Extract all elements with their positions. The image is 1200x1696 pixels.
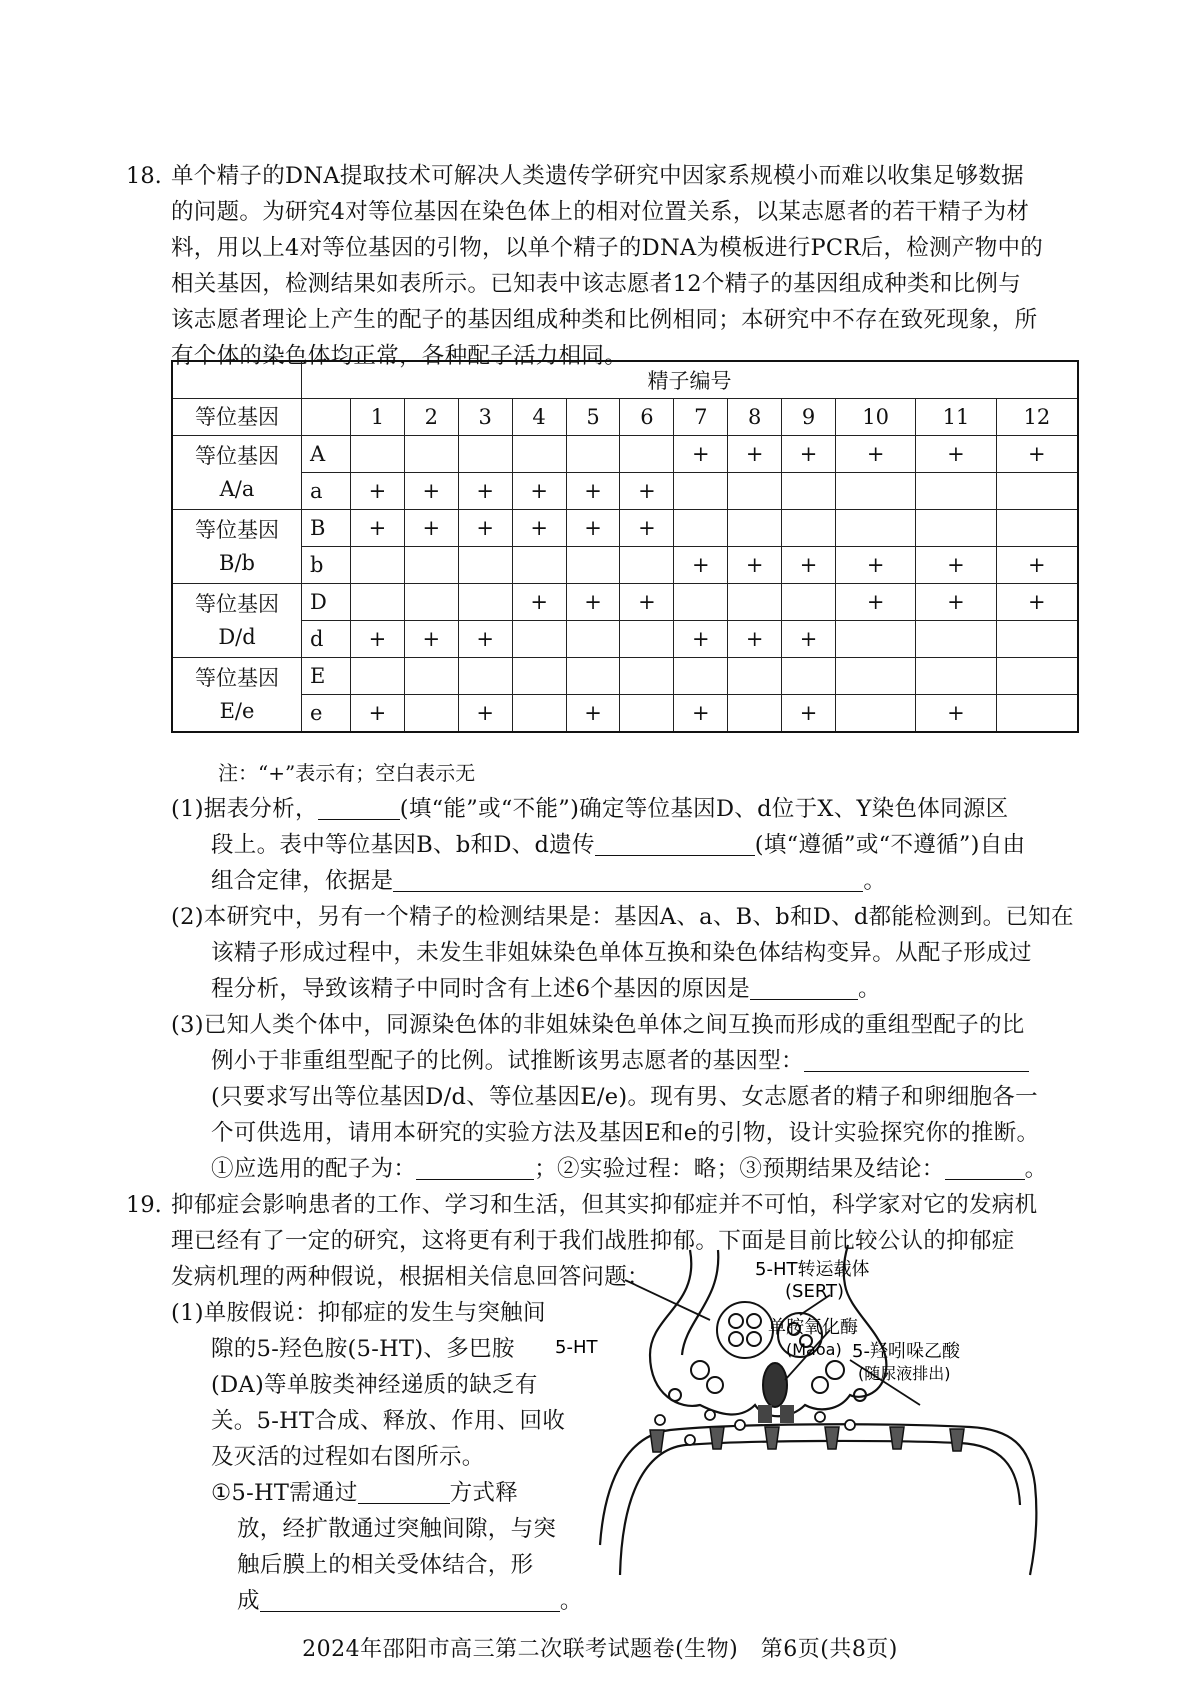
q19-intro-line: 理已经有了一定的研究，这将更有利于我们战胜抑郁。下面是目前比较公认的抑郁症 [171, 1228, 1015, 1254]
detection-cell: + [458, 621, 512, 658]
detection-cell [836, 658, 916, 695]
detection-cell [782, 510, 836, 547]
column-header: 2 [404, 399, 458, 436]
detection-cell: + [916, 547, 996, 584]
answer-blank[interactable] [393, 865, 863, 892]
detection-cell [620, 658, 674, 695]
q18-p1-text: (填“能”或“不能”)确定等位基因D、d位于X、Y染色体同源区 [399, 796, 1009, 822]
detection-cell [512, 436, 566, 473]
detection-cell [351, 547, 405, 584]
answer-blank[interactable] [595, 829, 755, 856]
detection-cell [404, 658, 458, 695]
detection-cell [728, 695, 782, 733]
detection-cell [728, 658, 782, 695]
detection-cell [728, 473, 782, 510]
q18-p1-text: (填“遵循”或“不遵循”)自由 [754, 832, 1026, 858]
detection-cell: + [458, 695, 512, 733]
product-note-label: (随尿液排出) [858, 1364, 951, 1383]
answer-blank[interactable] [260, 1585, 560, 1612]
detection-cell [782, 658, 836, 695]
detection-cell [566, 658, 620, 695]
detection-cell: + [351, 695, 405, 733]
q19-sub1-text: 。 [559, 1588, 583, 1614]
detection-cell: + [566, 473, 620, 510]
q19-intro-line: 发病机理的两种假说，根据相关信息回答问题： [171, 1264, 650, 1290]
detection-cell [916, 473, 996, 510]
detection-cell: + [782, 695, 836, 733]
allele-group-pair: E/e [219, 698, 255, 723]
detection-cell: + [674, 436, 728, 473]
table-row [172, 584, 1078, 621]
detection-cell: + [512, 473, 566, 510]
q19-p1-line: 及灭活的过程如右图所示。 [211, 1444, 485, 1470]
q18-p2-line: (2)本研究中，另有一个精子的检测结果是：基因A、a、B、b和D、d都能检测到。已知在 [171, 904, 1074, 930]
detection-cell [836, 510, 916, 547]
allele-group-pair: A/a [219, 476, 255, 501]
q19-sub1-text: 方式释 [449, 1480, 519, 1506]
q19-p1-line: 关。5-HT合成、释放、作用、回收 [211, 1408, 566, 1434]
detection-cell [351, 436, 405, 473]
q18-intro-line: 的问题。为研究4对等位基因在染色体上的相对位置关系，以某志愿者的若干精子为材 [171, 199, 1030, 225]
detection-cell: + [916, 584, 996, 621]
detection-cell [836, 621, 916, 658]
q18-part3 [171, 1007, 1091, 1187]
detection-cell: + [620, 473, 674, 510]
detection-cell: + [566, 695, 620, 733]
q19-intro-line: 抑郁症会影响患者的工作、学习和生活，但其实抑郁症并不可怕，科学家对它的发病机 [171, 1192, 1038, 1218]
column-header: 5 [566, 399, 620, 436]
q18-p3-text: 例小于非重组型配子的比例。试推断该男志愿者的基因型： [211, 1048, 804, 1074]
detection-cell [566, 436, 620, 473]
q18-p3-text: ①应选用的配子为： [211, 1156, 417, 1182]
detection-cell: + [458, 510, 512, 547]
allele-group-pair: D/d [218, 624, 256, 649]
allele-group-title: 等位基因 [195, 443, 279, 468]
q19-p1-line: 隙的5-羟色胺(5-HT)、多巴胺 [211, 1336, 515, 1362]
product-label: 5-羟吲哚乙酸 [852, 1341, 960, 1362]
detection-cell: + [458, 473, 512, 510]
detection-cell: + [836, 436, 916, 473]
detection-cell: + [782, 621, 836, 658]
detection-cell: + [836, 547, 916, 584]
detection-cell: + [620, 510, 674, 547]
q19-p1-line: (1)单胺假说：抑郁症的发生与突触间 [171, 1300, 546, 1326]
column-header: 10 [836, 399, 916, 436]
detection-cell [404, 547, 458, 584]
q18-p3-line: 个可供选用，请用本研究的实验方法及基因E和e的引物，设计实验探究你的推断。 [211, 1120, 1040, 1146]
sert-abbr-label: (SERT) [785, 1281, 845, 1302]
detection-cell [674, 584, 728, 621]
column-header: 1 [351, 399, 405, 436]
detection-cell [728, 510, 782, 547]
table-note: 注：“+”表示有；空白表示无 [218, 761, 476, 785]
detection-cell: + [996, 547, 1078, 584]
allele-group-title: 等位基因 [195, 517, 279, 542]
detection-cell: + [996, 584, 1078, 621]
q18-p1-text: 段上。表中等位基因B、b和D、d遗传 [211, 832, 595, 858]
q18-p3-text: ；②实验过程：略；③预期结果及结论： [534, 1156, 945, 1182]
q19-number: 19. [126, 1192, 162, 1218]
detection-cell [996, 695, 1078, 733]
q19-p1-line: (DA)等单胺类神经递质的缺乏有 [211, 1372, 538, 1398]
table-row [172, 658, 1078, 695]
table-body [172, 436, 1078, 733]
detection-cell: + [512, 584, 566, 621]
q18-part2 [171, 899, 1091, 1007]
page-footer: 2024年邵阳市高三第二次联考试题卷(生物) 第6页(共8页) [302, 1637, 898, 1662]
answer-blank[interactable] [750, 973, 858, 1000]
q18-p1-text: 组合定律，依据是 [211, 868, 394, 894]
q18-part1 [171, 791, 1091, 899]
sperm-gene-table [171, 360, 1079, 733]
detection-cell [404, 436, 458, 473]
q18-p3-line: (3)已知人类个体中，同源染色体的非姐妹染色单体之间互换而形成的重组型配子的比 [171, 1012, 1025, 1038]
5ht-label: 5-HT [555, 1337, 598, 1358]
detection-cell [836, 695, 916, 733]
detection-cell: + [996, 436, 1078, 473]
detection-cell [620, 436, 674, 473]
detection-cell: + [728, 436, 782, 473]
detection-cell: + [404, 473, 458, 510]
q18-intro-line: 单个精子的DNA提取技术可解决人类遗传学研究中因家系规模小而难以收集足够数据 [171, 163, 1024, 189]
column-header: 9 [782, 399, 836, 436]
detection-cell: + [674, 695, 728, 733]
detection-cell [728, 584, 782, 621]
detection-cell: + [782, 436, 836, 473]
detection-cell [916, 621, 996, 658]
q18-p2-text: 。 [858, 976, 881, 1002]
q18-intro-line: 该志愿者理论上产生的配子的基因组成种类和比例相同；本研究中不存在致死现象，所 [171, 307, 1038, 333]
detection-cell [620, 547, 674, 584]
q18-p2-text: 程分析，导致该精子中同时含有上述6个基因的原因是 [211, 976, 751, 1002]
detection-cell [458, 436, 512, 473]
detection-cell [916, 658, 996, 695]
detection-cell [674, 658, 728, 695]
q19-part1 [171, 1295, 591, 1619]
table-header-row [172, 399, 1078, 436]
allele-group-pair: B/b [219, 550, 255, 575]
table-row [172, 473, 1078, 510]
q18-p3-text: 。 [1024, 1156, 1048, 1182]
column-header: 7 [674, 399, 728, 436]
detection-cell: + [566, 584, 620, 621]
detection-cell [996, 473, 1078, 510]
detection-cell [404, 695, 458, 733]
allele-group-title: 等位基因 [195, 591, 279, 616]
q19-sub1-line: 触后膜上的相关受体结合，形 [237, 1552, 534, 1578]
detection-cell: + [620, 584, 674, 621]
detection-cell [674, 473, 728, 510]
q18-intro-line: 有个体的染色体均正常，各种配子活力相同。 [171, 343, 628, 369]
detection-cell [916, 510, 996, 547]
synapse-diagram [555, 1245, 1090, 1605]
detection-cell [996, 658, 1078, 695]
q18-p2-line: 该精子形成过程中，未发生非姐妹染色单体互换和染色体结构变异。从配子形成过 [211, 940, 1032, 966]
maoa-abbr-label: (Maoa) [786, 1340, 842, 1359]
q18-p3-line: (只要求写出等位基因D/d、等位基因E/e)。现有男、女志愿者的精子和卵细胞各一 [211, 1084, 1038, 1110]
detection-cell: + [782, 547, 836, 584]
detection-cell: + [566, 510, 620, 547]
detection-cell [996, 621, 1078, 658]
allele-label: b [302, 547, 351, 584]
allele-label: a [302, 473, 351, 510]
table-corner [172, 361, 302, 399]
detection-cell [620, 621, 674, 658]
allele-label: A [302, 436, 351, 473]
detection-cell [996, 510, 1078, 547]
detection-cell: + [674, 547, 728, 584]
detection-cell: + [674, 621, 728, 658]
detection-cell [351, 584, 405, 621]
detection-cell [674, 510, 728, 547]
q18-intro-line: 料，用以上4对等位基因的引物，以单个精子的DNA为模板进行PCR后，检测产物中的 [171, 235, 1044, 261]
detection-cell [782, 473, 836, 510]
detection-cell [512, 695, 566, 733]
allele-label: d [302, 621, 351, 658]
maoa-label: 单胺氧化酶 [768, 1317, 858, 1338]
detection-cell [404, 584, 458, 621]
detection-cell [458, 658, 512, 695]
column-header: 3 [458, 399, 512, 436]
column-header: 4 [512, 399, 566, 436]
q19-sub1-text: 成 [237, 1588, 260, 1614]
answer-blank[interactable] [318, 793, 400, 820]
column-header: 6 [620, 399, 674, 436]
detection-cell: + [916, 436, 996, 473]
detection-cell [458, 547, 512, 584]
detection-cell: + [836, 584, 916, 621]
allele-group-label [172, 436, 302, 510]
answer-blank[interactable] [416, 1153, 534, 1180]
detection-cell: + [728, 547, 782, 584]
detection-cell [512, 621, 566, 658]
allele-group-label [172, 584, 302, 658]
q19-sub1-line: 放，经扩散通过突触间隙，与突 [237, 1516, 557, 1542]
allele-group-label [172, 510, 302, 584]
detection-cell: + [351, 510, 405, 547]
sert-label: 5-HT转运载体 [755, 1259, 870, 1280]
detection-cell [512, 547, 566, 584]
q18-p1-text: (1)据表分析， [171, 796, 318, 822]
allele-group-title: 等位基因 [195, 665, 279, 690]
column-header: 8 [728, 399, 782, 436]
q18-number: 18. [126, 163, 162, 189]
detection-cell [566, 547, 620, 584]
allele-label: B [302, 510, 351, 547]
detection-cell: + [404, 621, 458, 658]
table-header-allele: 等位基因 [172, 399, 302, 436]
detection-cell [836, 473, 916, 510]
q19-sub1-text: ①5-HT需通过 [211, 1480, 358, 1506]
table-row [172, 621, 1078, 658]
table-row [172, 510, 1078, 547]
allele-label: E [302, 658, 351, 695]
detection-cell [458, 584, 512, 621]
column-header: 11 [916, 399, 996, 436]
q18-intro [171, 158, 1091, 374]
q18-intro-line: 相关基因，检测结果如表所示。已知表中该志愿者12个精子的基因组成种类和比例与 [171, 271, 1022, 297]
detection-cell [620, 695, 674, 733]
allele-label: D [302, 584, 351, 621]
table-row [172, 436, 1078, 473]
detection-cell [351, 658, 405, 695]
detection-cell: + [404, 510, 458, 547]
column-header: 12 [996, 399, 1078, 436]
answer-blank[interactable] [945, 1153, 1025, 1180]
detection-cell: + [512, 510, 566, 547]
detection-cell [512, 658, 566, 695]
allele-group-label [172, 658, 302, 733]
detection-cell: + [916, 695, 996, 733]
detection-cell: + [351, 473, 405, 510]
detection-cell [782, 584, 836, 621]
table-row [172, 695, 1078, 733]
allele-label: e [302, 695, 351, 733]
detection-cell: + [351, 621, 405, 658]
q18-p1-text: 。 [863, 868, 887, 894]
answer-blank[interactable] [358, 1477, 450, 1504]
detection-cell: + [728, 621, 782, 658]
table-cell-empty [302, 399, 351, 436]
detection-cell [566, 621, 620, 658]
table-row [172, 547, 1078, 584]
answer-blank[interactable] [804, 1045, 1029, 1072]
table-header-sperm-number: 精子编号 [302, 361, 1079, 399]
